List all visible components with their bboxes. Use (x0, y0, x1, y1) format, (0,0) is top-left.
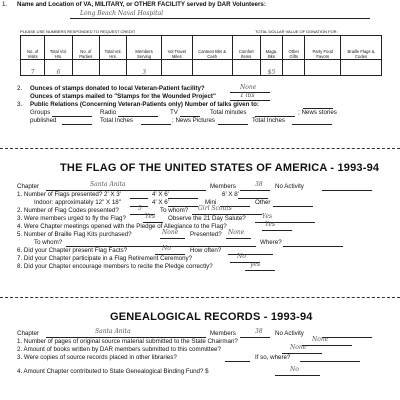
flag-q3: 3. Were members urged to fly the Flag? (17, 215, 126, 222)
flag-no-activity: No Activity (275, 183, 304, 190)
right-header: TOTAL DOLLAR VALUE OF DONATION FOR: (255, 29, 338, 34)
q2-label: Ounces of stamps donated to local Veteran-Patient facility? (30, 85, 205, 92)
ans-vol-hrs-2 (99, 60, 126, 76)
gen-q2-answer: None (290, 344, 307, 351)
q1-label: Name and Location of VA, MILITARY, or OTHER FACILITY served by DAR Volunteers: (17, 1, 266, 8)
flag-q7-answer: No (237, 253, 246, 260)
gen-members-label: Members (210, 330, 236, 337)
ans-members: 3 (127, 60, 162, 76)
q2-number: 2. (17, 85, 23, 92)
ans-miles (161, 60, 192, 76)
col-parties: No. of Parties (72, 36, 99, 60)
gen-no-activity: No Activity (275, 330, 304, 337)
q1-answer: Long Beach Naval Hospital (80, 10, 164, 17)
q3-number: 3. (17, 101, 23, 108)
col-other: Other Gifts (283, 36, 305, 60)
left-header: PLEASE USE NUMBERS RESPONDED TO REQUEST CREDIT (20, 29, 136, 34)
ans-comfort (232, 60, 260, 76)
gen-q2: 2. Amount of books written by DAR members submitted to this committee? (17, 346, 221, 353)
ans-parties (72, 60, 99, 76)
q1-number: 1. (2, 1, 8, 8)
flag-q4-answer: Yes (265, 221, 276, 228)
col-party: Party Food Favors (305, 36, 341, 60)
flag-q2-answer: 5 (138, 205, 142, 212)
flag-q1-mini: Mini (205, 199, 217, 206)
flag-q2-towhom: To whom? (160, 207, 189, 214)
flag-q6: 6. Did your Chapter present Flag Facts? (17, 247, 128, 254)
q3-groups: Groups (30, 109, 51, 116)
flag-q3-salute: Observe the 21 Day Salute? (168, 215, 246, 222)
flag-q1-indoor: Indoor: approximately 12" X 18" (34, 199, 121, 206)
ans-braille (341, 60, 382, 76)
section-divider (0, 148, 400, 149)
col-canteen: Canteen Bks & Cash (192, 36, 232, 60)
flag-members-label: Members (210, 183, 236, 190)
section-divider-2 (0, 297, 400, 298)
ans-maga: $5 (260, 60, 282, 76)
flag-q5-towhom: To whom? (34, 239, 63, 246)
flag-members-value: 38 (255, 181, 263, 188)
q2b-label: Ounces of stamps mailed to "Stamps for the Wounded Project" (30, 93, 216, 100)
gen-q1-answer: None (312, 336, 329, 343)
gen-q3: 3. Were copies of source records placed in other libraries? (17, 354, 177, 361)
flag-q6-answer: No (162, 245, 171, 252)
q3-published: published (30, 117, 57, 124)
flag-q2: 2. Number of Flag Codes presented? (17, 207, 119, 214)
flag-q1-4x6: 4' X 6' (152, 191, 169, 198)
col-visits: No. of Visits (21, 36, 45, 60)
ans-visits: 7 (21, 60, 45, 76)
ans-canteen (192, 60, 232, 76)
col-maga: Maga. Bks (260, 36, 282, 60)
flag-section-title: THE FLAG OF THE UNITED STATES OF AMERICA - 1993-94 (60, 162, 380, 174)
flag-q7: 7. Did your Chapter participate in a Flag Retirement Ceremony? (17, 255, 193, 262)
flag-q1-6x8: 6' X 8' (222, 191, 239, 198)
flag-q5-presented-answer: None (228, 229, 245, 236)
q3-minutes: Total minutes (210, 109, 247, 116)
q3-pictures: ; News Pictures (172, 117, 215, 124)
gen-q4: 4. Amount Chapter contributed to State Genealogical Binding Fund? $ (17, 368, 209, 375)
q3-inches2: Total Inches (252, 117, 286, 124)
flag-q6-how: How often? (190, 247, 222, 254)
col-members: Members Serving (127, 36, 162, 60)
gen-members-value: 38 (255, 328, 263, 335)
q3-radio: Radio (100, 109, 117, 116)
ans-vol-hrs: 6 (45, 60, 72, 76)
flag-q5-presented: Presented? (190, 231, 222, 238)
q3-label: Public Relations (Concerning Veteran-Patients only) Number of talks given to: (30, 101, 259, 108)
col-comfort: Comfort Items (232, 36, 260, 60)
gen-chapter-value: Santa Anita (95, 328, 131, 335)
ans-other (283, 60, 305, 76)
q3-news: ; News stories (298, 109, 337, 116)
q3-tv: TV (170, 109, 178, 116)
flag-chapter-label: Chapter (17, 183, 40, 190)
gen-q1: 1. Number of pages of original source material submitted to the State Chairman? (17, 338, 238, 345)
col-vol-hrs: Total Vol. Hrs. (45, 36, 72, 60)
q3-inches: Total Inches (100, 117, 134, 124)
flag-q1: 1. Number of Flags presented? 2' X 3' (17, 191, 121, 198)
genealogy-section-title: GENEALOGICAL RECORDS - 1993-94 (110, 311, 313, 323)
flag-q1-other: Other (255, 199, 271, 206)
flag-q2-whom: Girl Scouts (198, 205, 232, 212)
flag-q8: 8. Did your Chapter encourage members to recite the Pledge correctly? (17, 263, 213, 270)
activity-table (20, 35, 382, 76)
flag-q3-answer: Yes (145, 213, 156, 220)
flag-q5-answer: None (162, 229, 179, 236)
flag-q3-salute-answer: Yes (262, 213, 273, 220)
flag-q8-answer: yes (250, 261, 261, 268)
flag-q5: 5. Number of Braille Flag Kits purchased? (17, 231, 132, 238)
ans-party (305, 60, 341, 76)
gen-chapter-label: Chapter (17, 330, 40, 337)
flag-q5-where: Where? (260, 239, 282, 246)
col-miles: Vol Travel Miles (161, 36, 192, 60)
flag-q1-indoor-4x6: 4' X 6' (152, 199, 169, 206)
gen-q3-if: If so, where? (255, 354, 291, 361)
col-vol-hrs-2: Total Vol. Hrs. (99, 36, 126, 60)
flag-q4: 4. Were Chapter meetings opened with the Pledge of Allegiance to the Flag? (17, 223, 227, 230)
q2-answer: None (240, 84, 257, 91)
col-braille: Braille Flags & Codes (341, 36, 382, 60)
q2b-answer: 1 lbs (240, 92, 255, 99)
flag-chapter-value: Santa Anita (90, 181, 126, 188)
gen-q4-answer: No (290, 366, 299, 373)
